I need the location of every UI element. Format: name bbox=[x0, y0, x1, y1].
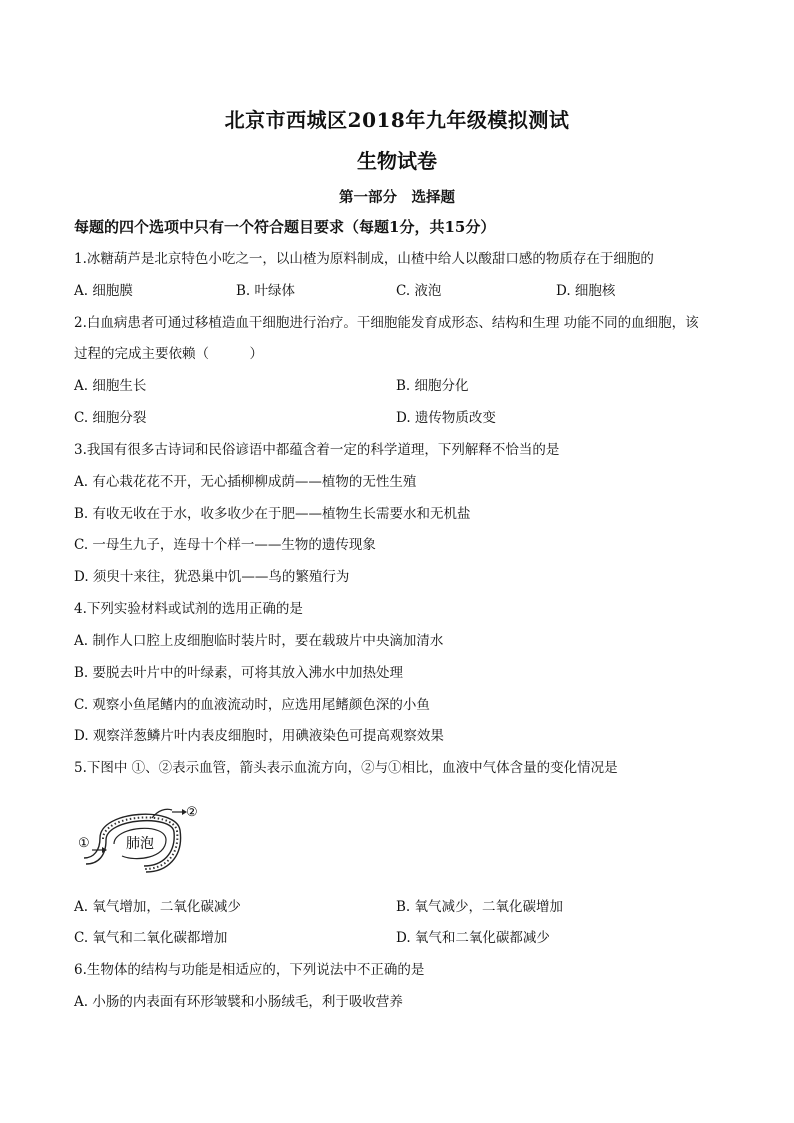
question-2-option-a: A. 细胞生长 bbox=[74, 378, 147, 394]
alveolus-diagram bbox=[76, 800, 206, 880]
question-1-option-a: A. 细胞膜 bbox=[74, 283, 133, 299]
question-5-stem: 5.下图中 ①、②表示血管，箭头表示血流方向，②与①相比，血液中气体含量的变化情况是 bbox=[74, 760, 618, 776]
question-3-option-c: C. 一母生九子，连母十个样一——生物的遗传现象 bbox=[74, 537, 376, 553]
instructions: 每题的四个选项中只有一个符合题目要求（每题1分，共15分） bbox=[74, 218, 496, 236]
question-3-option-d: D. 须臾十来往，犹恐巢中饥——鸟的繁殖行为 bbox=[74, 569, 350, 585]
label-vessel-1: ① bbox=[78, 836, 90, 851]
section-heading: 第一部分 选择题 bbox=[339, 189, 455, 206]
question-4-option-d: D. 观察洋葱鳞片叶内表皮细胞时，用碘液染色可提高观察效果 bbox=[74, 728, 444, 744]
question-1-option-b: B. 叶绿体 bbox=[236, 283, 296, 299]
question-3-option-a: A. 有心栽花花不开，无心插柳柳成荫——植物的无性生殖 bbox=[74, 474, 417, 490]
question-3-option-b: B. 有收无收在于水，收多收少在于肥——植物生长需要水和无机盐 bbox=[74, 506, 471, 522]
question-4-option-a: A. 制作人口腔上皮细胞临时装片时，要在载玻片中央滴加清水 bbox=[74, 633, 444, 649]
page-subtitle: 生物试卷 bbox=[357, 149, 437, 173]
question-2-option-b: B. 细胞分化 bbox=[396, 378, 469, 394]
label-vessel-2: ② bbox=[186, 805, 198, 820]
question-5-option-d: D. 氧气和二氧化碳都减少 bbox=[396, 930, 550, 946]
question-6-option-a: A. 小肠的内表面有环形皱襞和小肠绒毛，利于吸收营养 bbox=[74, 994, 403, 1010]
question-1-option-d: D. 细胞核 bbox=[556, 283, 616, 299]
question-5-option-b: B. 氧气减少，二氧化碳增加 bbox=[396, 899, 564, 915]
question-5-option-a: A. 氧气增加，二氧化碳减少 bbox=[74, 899, 241, 915]
question-3-stem: 3.我国有很多古诗词和民俗谚语中都蕴含着一定的科学道理，下列解释不恰当的是 bbox=[74, 442, 560, 458]
question-2-option-d: D. 遗传物质改变 bbox=[396, 410, 496, 426]
question-2-option-c: C. 细胞分裂 bbox=[74, 410, 147, 426]
question-4-option-c: C. 观察小鱼尾鳍内的血液流动时，应选用尾鳍颜色深的小鱼 bbox=[74, 697, 430, 713]
question-1-option-c: C. 液泡 bbox=[396, 283, 442, 299]
question-2-stem-line-1: 2.白血病患者可通过移植造血干细胞进行治疗。干细胞能发育成形态、结构和生理 功能不同的血细胞，该 bbox=[74, 315, 699, 331]
question-6-stem: 6.生物体的结构与功能是相适应的，下列说法中不正确的是 bbox=[74, 962, 425, 978]
page-title: 北京市西城区2018年九年级模拟测试 bbox=[224, 108, 570, 132]
question-4-stem: 4.下列实验材料或试剂的选用正确的是 bbox=[74, 601, 303, 617]
question-2-stem-line-2: 过程的完成主要依赖（ ） bbox=[74, 346, 263, 362]
label-alveolus: 肺泡 bbox=[126, 836, 154, 852]
question-5-option-c: C. 氧气和二氧化碳都增加 bbox=[74, 930, 228, 946]
question-4-option-b: B. 要脱去叶片中的叶绿素，可将其放入沸水中加热处理 bbox=[74, 665, 404, 681]
question-1-stem: 1.冰糖葫芦是北京特色小吃之一，以山楂为原料制成，山楂中给人以酸甜口感的物质存在于细胞的 bbox=[74, 251, 654, 267]
